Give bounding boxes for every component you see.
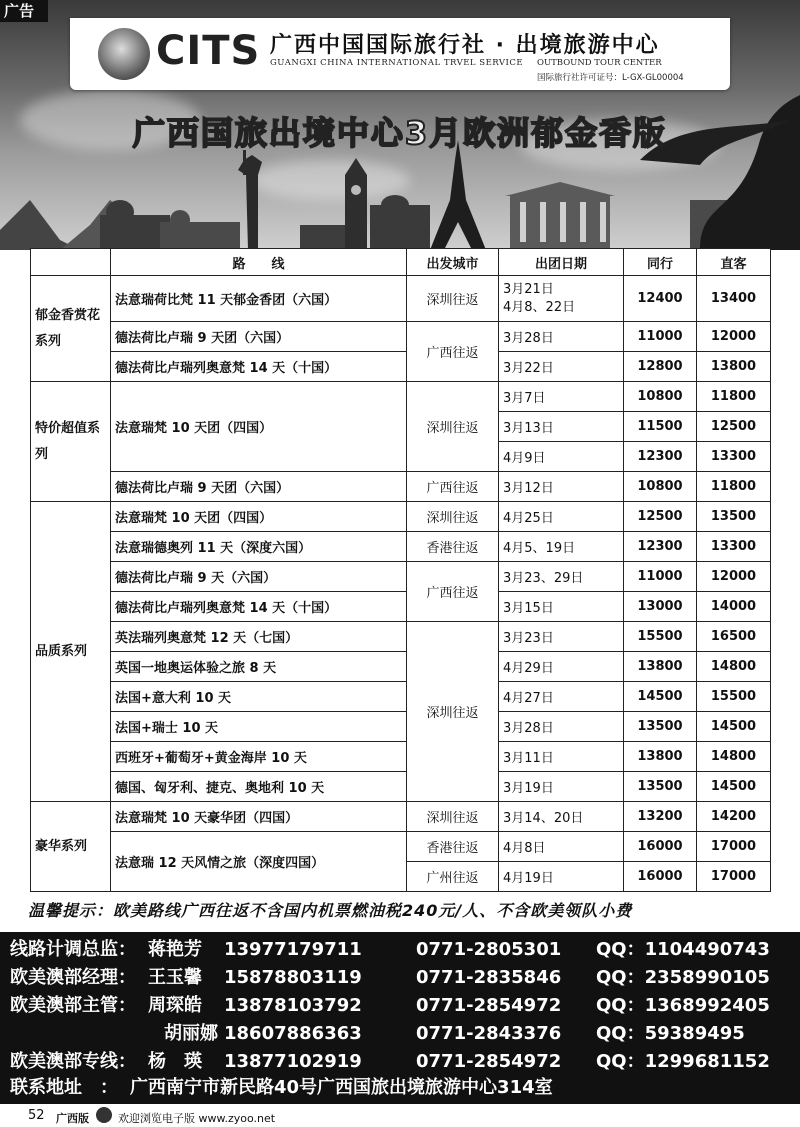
trade-price-cell: 16000: [624, 832, 697, 862]
table-row: [31, 472, 771, 502]
contact-panel: [0, 932, 800, 1104]
page-footer: [0, 1104, 800, 1127]
table-row: [31, 832, 771, 862]
contact-name: 胡丽娜: [164, 1023, 218, 1044]
table-row: [31, 562, 771, 592]
city-cell: 广西往返: [407, 322, 499, 382]
header-city: 出发城市: [407, 249, 499, 276]
route-cell: 德法荷比卢瑞列奥意梵 14 天（十国）: [111, 352, 407, 382]
contact-tel: 0771-2854972: [416, 1051, 562, 1072]
date-cell: 3月28日: [499, 712, 624, 742]
route-cell: 法意瑞荷比梵 11 天郁金香团（六国）: [111, 276, 407, 322]
route-cell: 法意瑞德奥列 11 天（深度六国）: [111, 532, 407, 562]
date-cell: 4月27日: [499, 682, 624, 712]
table-row: [31, 622, 771, 652]
trade-price-cell: 16000: [624, 862, 697, 892]
date-cell: 3月22日: [499, 352, 624, 382]
trade-price-cell: 12300: [624, 442, 697, 472]
page-title: 广西国旅出境中心3月欧洲郁金香版: [132, 114, 668, 152]
contact-role: 线路计调总监：: [10, 939, 136, 960]
contact-role: 欧美澳部专线：: [10, 1051, 136, 1072]
contact-tel: 0771-2805301: [416, 939, 562, 960]
date-cell: 4月25日: [499, 502, 624, 532]
date-cell: 4月19日: [499, 862, 624, 892]
contact-tel: 0771-2854972: [416, 995, 562, 1016]
contact-name: 周琛皓: [148, 995, 202, 1016]
direct-price-cell: 14800: [697, 742, 771, 772]
trade-price-cell: 11000: [624, 562, 697, 592]
red-logo-icon: [96, 1107, 112, 1123]
table-row: [31, 712, 771, 742]
date-cell: 3月15日: [499, 592, 624, 622]
ad-tag: 广告: [0, 0, 48, 22]
direct-price-cell: 14000: [697, 592, 771, 622]
contact-mobile: 13877102919: [224, 1051, 362, 1072]
route-cell: 德国、匈牙利、捷克、奥地利 10 天: [111, 772, 407, 802]
route-cell: 法国+意大利 10 天: [111, 682, 407, 712]
company-name-en: GUANGXI CHINA INTERNATIONAL TRVEL SERVICE: [270, 58, 524, 68]
date-cell: 3月19日: [499, 772, 624, 802]
address-label: 联系地址 ：: [10, 1077, 118, 1098]
trade-price-cell: 13200: [624, 802, 697, 832]
date-cell: 3月28日: [499, 322, 624, 352]
table-row: [31, 682, 771, 712]
date-cell: 3月12日: [499, 472, 624, 502]
table-row: [31, 532, 771, 562]
table-row: [31, 592, 771, 622]
trade-price-cell: 13000: [624, 592, 697, 622]
table-header-row: [31, 249, 771, 276]
direct-price-cell: 16500: [697, 622, 771, 652]
date-cell: 3月23日: [499, 622, 624, 652]
contact-mobile: 18607886363: [224, 1023, 362, 1044]
trade-price-cell: 12300: [624, 532, 697, 562]
route-cell: 英法瑞列奥意梵 12 天（七国）: [111, 622, 407, 652]
city-cell: 深圳往返: [407, 382, 499, 472]
contact-mobile: 15878803119: [224, 967, 362, 988]
table-row: [31, 802, 771, 832]
city-cell: 深圳往返: [407, 276, 499, 322]
cits-globe-logo-icon: [98, 28, 150, 80]
header-series: [31, 249, 111, 276]
routes-table: [30, 248, 771, 892]
direct-price-cell: 15500: [697, 682, 771, 712]
trade-price-cell: 12400: [624, 276, 697, 322]
route-cell: 德法荷比卢瑞 9 天团（六国）: [111, 472, 407, 502]
date-cell: 4月9日: [499, 442, 624, 472]
direct-price-cell: 13800: [697, 352, 771, 382]
trade-price-cell: 15500: [624, 622, 697, 652]
direct-price-cell: 13300: [697, 442, 771, 472]
tips-notice: 温馨提示：欧美路线广西往返不含国内机票燃油税240元/人、不含欧美领队小费: [28, 901, 633, 920]
table-row: [31, 276, 771, 322]
date-cell: 4月29日: [499, 652, 624, 682]
contact-role: 欧美澳部经理：: [10, 967, 136, 988]
contact-role: 欧美澳部主管：: [10, 995, 136, 1016]
contact-mobile: 13878103792: [224, 995, 362, 1016]
table-row: [31, 322, 771, 352]
contact-name: 蒋艳芳: [148, 939, 202, 960]
browse-text: 欢迎浏览电子版 www.zyoo.net: [118, 1112, 276, 1125]
city-cell: 深圳往返: [407, 502, 499, 532]
contact-name: 王玉馨: [148, 967, 202, 988]
trade-price-cell: 10800: [624, 472, 697, 502]
header-date: 出团日期: [499, 249, 624, 276]
trade-price-cell: 14500: [624, 682, 697, 712]
direct-price-cell: 17000: [697, 862, 771, 892]
trade-price-cell: 10800: [624, 382, 697, 412]
table-row: [31, 382, 771, 412]
contact-qq: QQ：1104490743: [596, 939, 770, 960]
route-cell: 西班牙+葡萄牙+黄金海岸 10 天: [111, 742, 407, 772]
license-number: 国际旅行社许可证号：L-GX-GL00004: [537, 73, 684, 83]
date-cell: 3月11日: [499, 742, 624, 772]
contact-qq: QQ：59389495: [596, 1023, 745, 1044]
direct-price-cell: 13400: [697, 276, 771, 322]
trade-price-cell: 12800: [624, 352, 697, 382]
contact-name: 杨 瑛: [148, 1051, 202, 1072]
direct-price-cell: 12500: [697, 412, 771, 442]
address-text: 广西南宁市新民路40号广西国旅出境旅游中心314室: [130, 1077, 553, 1098]
route-cell: 英国一地奥运体验之旅 8 天: [111, 652, 407, 682]
direct-price-cell: 11800: [697, 382, 771, 412]
direct-price-cell: 14500: [697, 712, 771, 742]
edition-label: 广西版: [56, 1112, 89, 1125]
contact-tel: 0771-2843376: [416, 1023, 562, 1044]
contact-mobile: 13977179711: [224, 939, 362, 960]
direct-price-cell: 12000: [697, 562, 771, 592]
city-cell: 香港往返: [407, 832, 499, 862]
city-cell: 香港往返: [407, 532, 499, 562]
direct-price-cell: 17000: [697, 832, 771, 862]
header-trade-price: 同行: [624, 249, 697, 276]
city-cell: 广西往返: [407, 562, 499, 622]
city-cell: 广西往返: [407, 472, 499, 502]
series-label: 特价超值系列: [31, 382, 111, 502]
trade-price-cell: 11000: [624, 322, 697, 352]
page-number: 52: [28, 1108, 45, 1123]
direct-price-cell: 14500: [697, 772, 771, 802]
date-cell: 3月23、29日: [499, 562, 624, 592]
table-row: [31, 352, 771, 382]
header-direct-price: 直客: [697, 249, 771, 276]
date-cell: 4月5、19日: [499, 532, 624, 562]
trade-price-cell: 13500: [624, 712, 697, 742]
direct-price-cell: 13300: [697, 532, 771, 562]
route-cell: 德法荷比卢瑞 9 天（六国）: [111, 562, 407, 592]
date-cell: 3月21日 4月8、22日: [499, 276, 624, 322]
route-cell: 法意瑞梵 10 天豪华团（四国）: [111, 802, 407, 832]
date-cell: 3月14、20日: [499, 802, 624, 832]
direct-price-cell: 12000: [697, 322, 771, 352]
table-row: [31, 742, 771, 772]
trade-price-cell: 13500: [624, 772, 697, 802]
route-cell: 法国+瑞士 10 天: [111, 712, 407, 742]
series-label: 品质系列: [31, 502, 111, 802]
direct-price-cell: 14800: [697, 652, 771, 682]
route-cell: 法意瑞梵 10 天团（四国）: [111, 382, 407, 472]
direct-price-cell: 11800: [697, 472, 771, 502]
trade-price-cell: 11500: [624, 412, 697, 442]
date-cell: 3月7日: [499, 382, 624, 412]
city-cell: 深圳往返: [407, 802, 499, 832]
trade-price-cell: 13800: [624, 742, 697, 772]
series-label: 豪华系列: [31, 802, 111, 892]
header-route: 路 线: [111, 249, 407, 276]
company-header: [70, 18, 730, 90]
city-cell: 深圳往返: [407, 622, 499, 802]
series-label: 郁金香赏花系列: [31, 276, 111, 382]
table-row: [31, 772, 771, 802]
contact-qq: QQ：1299681152: [596, 1051, 770, 1072]
direct-price-cell: 14200: [697, 802, 771, 832]
direct-price-cell: 13500: [697, 502, 771, 532]
routes-table-wrapper: [30, 248, 770, 892]
route-cell: 法意瑞梵 10 天团（四国）: [111, 502, 407, 532]
route-cell: 德法荷比卢瑞 9 天团（六国）: [111, 322, 407, 352]
contact-tel: 0771-2835846: [416, 967, 562, 988]
cits-logo-text: CITS: [156, 28, 261, 74]
company-name-cn: 广西中国国际旅行社 · 出境旅游中心: [270, 33, 660, 58]
contact-qq: QQ：1368992405: [596, 995, 770, 1016]
trade-price-cell: 13800: [624, 652, 697, 682]
date-cell: 3月13日: [499, 412, 624, 442]
date-cell: 4月8日: [499, 832, 624, 862]
table-row: [31, 502, 771, 532]
route-cell: 法意瑞 12 天风情之旅（深度四国）: [111, 832, 407, 892]
trade-price-cell: 12500: [624, 502, 697, 532]
table-row: [31, 652, 771, 682]
route-cell: 德法荷比卢瑞列奥意梵 14 天（十国）: [111, 592, 407, 622]
outbound-tour-center-en: OUTBOUND TOUR CENTER: [537, 58, 662, 68]
city-cell: 广州往返: [407, 862, 499, 892]
contact-qq: QQ：2358990105: [596, 967, 770, 988]
